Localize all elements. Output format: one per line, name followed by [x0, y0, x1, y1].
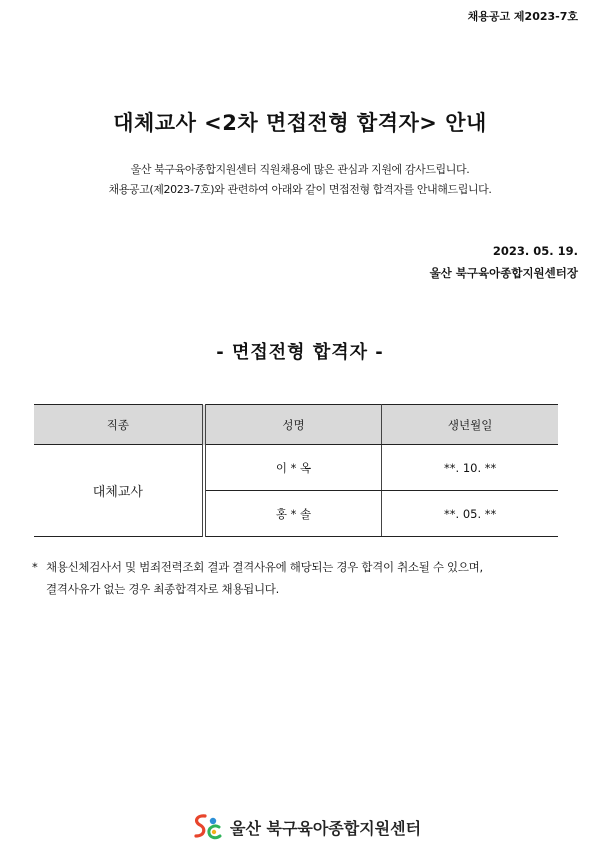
footer	[190, 812, 421, 842]
successful-candidates-table	[34, 404, 558, 537]
candidate-birthdate: **. 05. **	[382, 491, 558, 537]
center-logo-icon	[190, 812, 224, 842]
header-position: 직종	[34, 405, 204, 445]
intro-line-2: 채용공고(제2023-7호)와 관련하여 아래와 같이 면접전형 합격자를 안내해드립니다.	[108, 183, 492, 196]
footer-org-name: 울산 북구육아종합지원센터	[230, 818, 422, 838]
issuer-name: 울산 북구육아종합지원센터장	[429, 266, 578, 280]
intro-text	[0, 160, 600, 200]
position-cell: 대체교사	[34, 445, 204, 537]
header-birthdate: 생년월일	[382, 405, 558, 445]
candidate-name: 홍 * 솔	[204, 491, 382, 537]
note-line-2: 결격사유가 없는 경우 최종합격자로 채용됩니다.	[46, 582, 279, 596]
intro-line-1: 울산 북구육아종합지원센터 직원채용에 많은 관심과 지원에 감사드립니다.	[130, 163, 470, 176]
announcement-number: 채용공고 제2023-7호	[467, 10, 578, 23]
note-first-line	[32, 556, 572, 578]
table-row	[34, 445, 558, 491]
header-name: 성명	[204, 405, 382, 445]
notice-note	[32, 556, 572, 600]
table-header-row	[34, 405, 558, 445]
candidate-birthdate: **. 10. **	[382, 445, 558, 491]
note-line-1: 채용신체검사서 및 범죄전력조회 결과 결격사유에 해당되는 경우 합격이 취소될 수 있으며,	[46, 560, 483, 574]
page-title: 대체교사 <2차 면접전형 합격자> 안내	[113, 111, 487, 135]
issue-date: 2023. 05. 19.	[492, 244, 578, 258]
section-title: - 면접전형 합격자 -	[216, 342, 384, 363]
note-marker: *	[32, 560, 38, 574]
candidate-name: 이 * 옥	[204, 445, 382, 491]
date-block	[430, 240, 578, 284]
